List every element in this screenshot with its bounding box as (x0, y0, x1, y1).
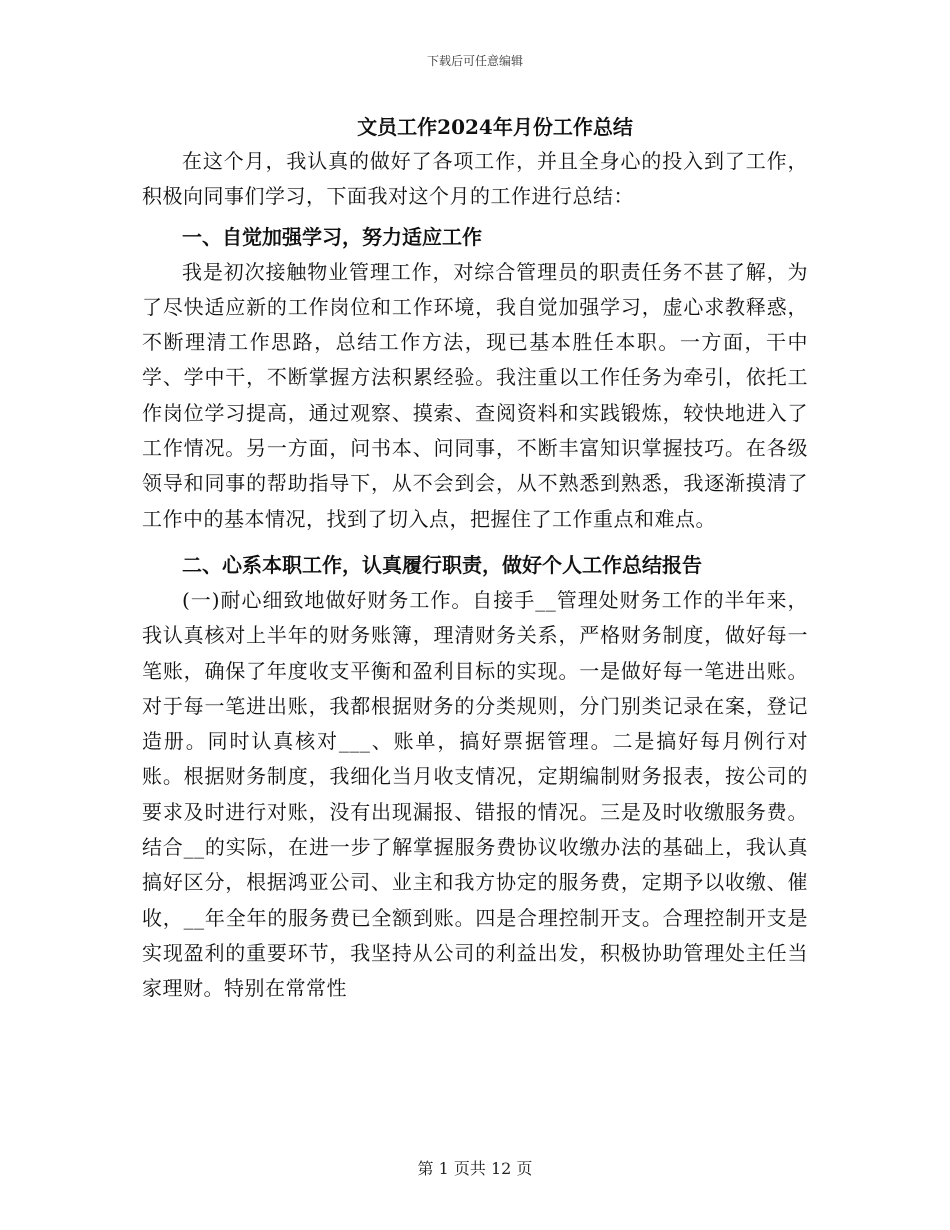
document-title: 文员工作2024年月份工作总结 (357, 115, 633, 139)
document-body (142, 110, 808, 1007)
page-header: 下载后可任意编辑 (426, 54, 523, 68)
section-2-heading: 二、心系本职工作，认真履行职责，做好个人工作总结报告 (182, 552, 702, 577)
page-footer: 第 1 页共 12 页 (417, 1159, 533, 1178)
section-1-heading: 一、自觉加强学习，努力适应工作 (182, 224, 482, 249)
section-1-paragraph: 我是初次接触物业管理工作，对综合管理员的职责任务不甚了解，为了尽快适应新的工作岗位和工作环境，我自觉加强学习，虚心求教释惑，不断理清工作思路，总结工作方法，现已基本胜任本职。一方面，干中学、学中干，不断掌握方法积累经验。我注重以工作任务为牵引，依托工作岗位学习提高，通过观察、摸索、查阅资料和实践锻炼，较快地进入了工作情况。另一方面，问书本、问同事，不断丰富知识掌握技巧。在各级领导和同事的帮助指导下，从不会到会，从不熟悉到熟悉，我逐渐摸清了工作中的基本情况，找到了切入点，把握住了工作重点和难点。 (142, 259, 808, 531)
section-2-paragraph: (一)耐心细致地做好财务工作。自接手__管理处财务工作的半年来，我认真核对上半年的财务账簿，理清财务关系，严格财务制度，做好每一笔账，确保了年度收支平衡和盈利目标的实现。一是做好每一笔进出账。对于每一笔进出账，我都根据财务的分类规则，分门别类记录在案，登记造册。同时认真核对___、账单，搞好票据管理。二是搞好每月例行对账。根据财务制度，我细化当月收支情况，定期编制财务报表，按公司的要求及时进行对账，没有出现漏报、错报的情况。三是及时收缴服务费。结合__的实际，在进一步了解掌握服务费协议收缴办法的基础上，我认真搞好区分，根据鸿亚公司、业主和我方协定的服务费，定期予以收缴、催收，__年全年的服务费已全额到账。四是合理控制开支。合理控制开支是实现盈利的重要环节，我坚持从公司的利益出发，积极协助管理处主任当家理财。特别在常常性 (142, 587, 808, 1001)
intro-paragraph: 在这个月，我认真的做好了各项工作，并且全身心的投入到了工作，积极向同事们学习，下面我对这个月的工作进行总结： (142, 149, 808, 209)
